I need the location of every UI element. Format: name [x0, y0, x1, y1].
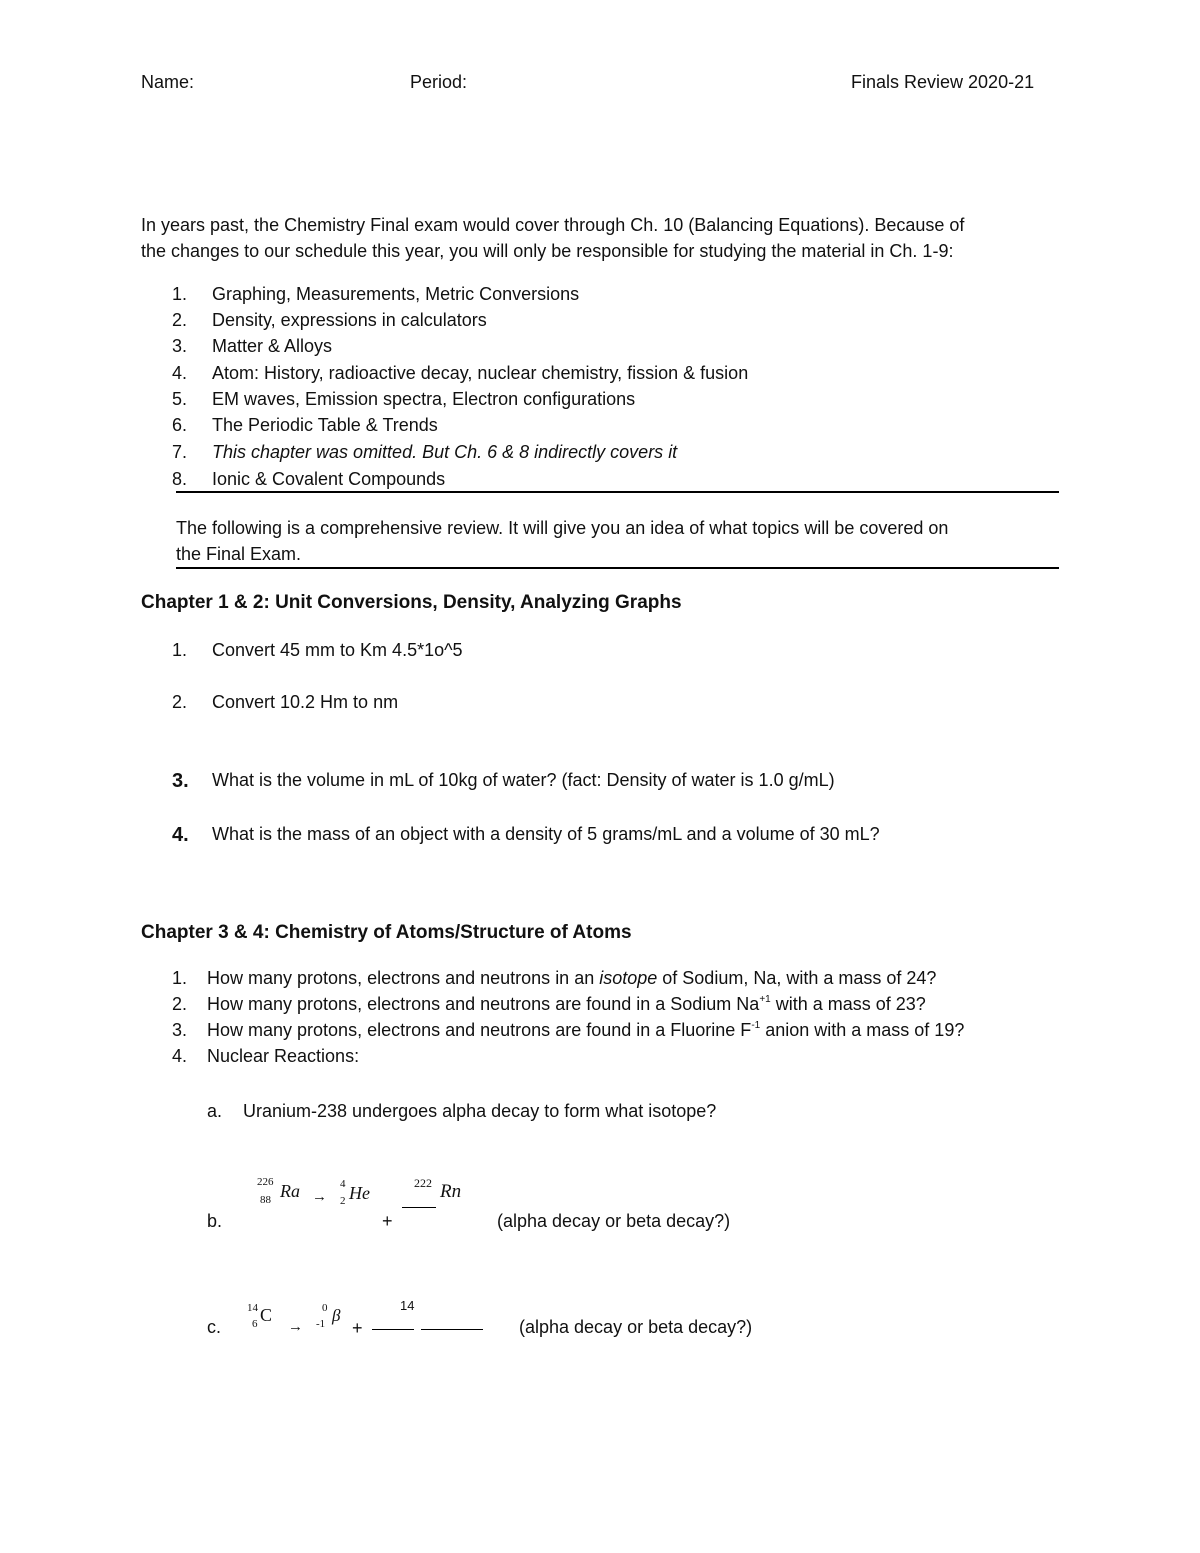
divider	[176, 567, 1059, 569]
section-heading: Chapter 3 & 4: Chemistry of Atoms/Structure of Atoms	[141, 922, 632, 943]
intro-line-1: In years past, the Chemistry Final exam would cover through Ch. 10 (Balancing Equations). Because of	[141, 215, 965, 235]
divider	[176, 491, 1059, 493]
answer-blank	[402, 1207, 436, 1208]
review-note-line-1: The following is a comprehensive review. It will give you an idea of what topics will be covered on	[176, 518, 949, 538]
intro-line-2: the changes to our schedule this year, you will only be responsible for studying the material in Ch. 1-9:	[141, 241, 954, 261]
review-note-line-2: the Final Exam.	[176, 544, 302, 564]
document-title: Finals Review 2020-21	[851, 72, 1035, 92]
blank-mass-number: 14	[400, 1298, 415, 1313]
plus-sign: +	[382, 1211, 393, 1231]
part-a-label: a.	[207, 1101, 223, 1121]
section-heading: Chapter 1 & 2: Unit Conversions, Density, Analyzing Graphs	[141, 592, 682, 613]
part-c-question: (alpha decay or beta decay?)	[519, 1317, 753, 1337]
name-label: Name:	[141, 72, 195, 92]
answer-blank	[372, 1329, 414, 1330]
period-label: Period:	[410, 72, 468, 92]
part-a-question: Uranium-238 undergoes alpha decay to form what isotope?	[243, 1101, 717, 1121]
reaction-arrow: →	[312, 1188, 327, 1205]
plus-sign: +	[352, 1318, 363, 1338]
reaction-arrow: →	[288, 1318, 303, 1335]
part-b-label: b.	[207, 1211, 223, 1231]
part-c-label: c.	[207, 1317, 222, 1337]
part-b-question: (alpha decay or beta decay?)	[497, 1211, 731, 1231]
answer-blank	[421, 1329, 483, 1330]
